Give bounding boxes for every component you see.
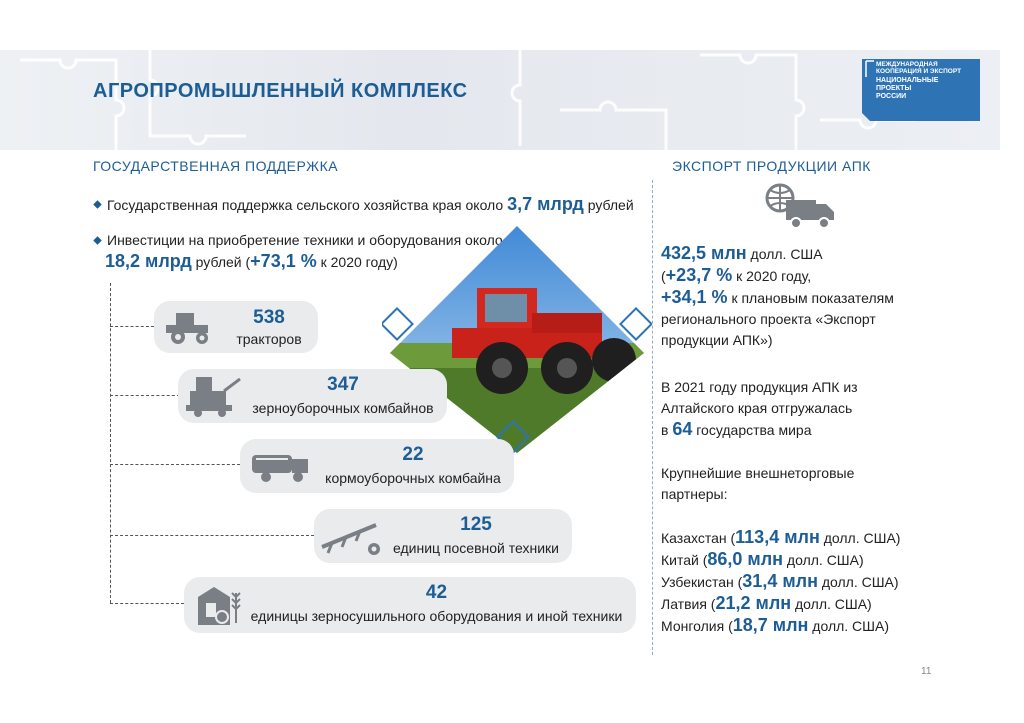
partners-heading: Крупнейшие внешнеторговые партнеры: xyxy=(661,465,855,502)
partners-list xyxy=(661,527,1001,637)
item-value: 125 xyxy=(460,514,492,535)
section-title-state-support: ГОСУДАРСТВЕННАЯ ПОДДЕРЖКА xyxy=(93,158,339,174)
list-item xyxy=(184,577,636,633)
bullet-investment-line1: Инвестиции на приобретение техники и оборудования около xyxy=(107,232,503,248)
item-label: кормоуборочных комбайна xyxy=(325,470,501,486)
forage-harvester-icon xyxy=(248,449,320,485)
bullet-diamond-icon xyxy=(93,236,102,245)
seeder-icon xyxy=(320,517,386,557)
national-projects-logo: МЕЖДУНАРОДНАЯ КООПЕРАЦИЯ И ЭКСПОРТ НАЦИОНАЛЬНЫЕ ПРОЕКТЫ РОССИИ xyxy=(856,57,984,123)
connector-tick xyxy=(110,603,184,604)
export-info: 432,5 млн долл. США (+23,7 % к 2020 году, +34,1 % к плановым показателям регионального проекта «Экспорт продукции АПК») xyxy=(661,243,894,348)
grain-dryer-icon xyxy=(194,583,242,627)
section-title-export: ЭКСПОРТ ПРОДУКЦИИ АПК xyxy=(672,158,871,174)
item-label: единицы зерносушильного оборудования и иной техники xyxy=(250,608,623,624)
connector-tick xyxy=(110,395,180,396)
list-item: Узбекистан (31,4 млн долл. США) xyxy=(661,571,899,591)
list-item: Латвия (21,2 млн долл. США) xyxy=(661,593,872,613)
item-value: 538 xyxy=(253,307,285,328)
page-number: 11 xyxy=(921,666,932,677)
connector-line xyxy=(110,283,111,603)
item-label: тракторов xyxy=(236,331,302,347)
export-truck-icon xyxy=(764,182,838,230)
item-value: 347 xyxy=(327,374,359,395)
item-value: 42 xyxy=(425,582,448,603)
bullet-state-support: Государственная поддержка сельского хозяйства края около 3,7 млрд рублей xyxy=(107,194,634,214)
list-item xyxy=(178,369,447,423)
list-item xyxy=(240,439,514,493)
item-label: зерноуборочных комбайнов xyxy=(252,400,434,416)
connector-tick xyxy=(110,464,240,465)
combine-harvester-icon xyxy=(184,375,246,417)
list-item: Монголия (18,7 млн долл. США) xyxy=(661,615,890,635)
list-item: Казахстан (113,4 млн долл. США) xyxy=(661,527,901,547)
list-item xyxy=(314,509,572,563)
countries-info: В 2021 году продукция АПК из Алтайского края отгружалась в 64 государства мира xyxy=(661,379,858,439)
column-divider xyxy=(652,180,653,655)
tractor-icon xyxy=(162,309,216,345)
bullet-investment-line2: 18,2 млрд рублей (+73,1 % к 2020 году) xyxy=(105,251,398,271)
list-item: Китай (86,0 млн долл. США) xyxy=(661,549,864,569)
list-item xyxy=(154,301,318,353)
page-title: АГРОПРОМЫШЛЕННЫЙ КОМПЛЕКС xyxy=(93,80,468,102)
item-label: единиц посевной техники xyxy=(393,540,559,556)
connector-tick xyxy=(110,535,314,536)
bullet-diamond-icon xyxy=(93,200,102,209)
item-value: 22 xyxy=(402,444,424,465)
connector-tick xyxy=(110,326,154,327)
